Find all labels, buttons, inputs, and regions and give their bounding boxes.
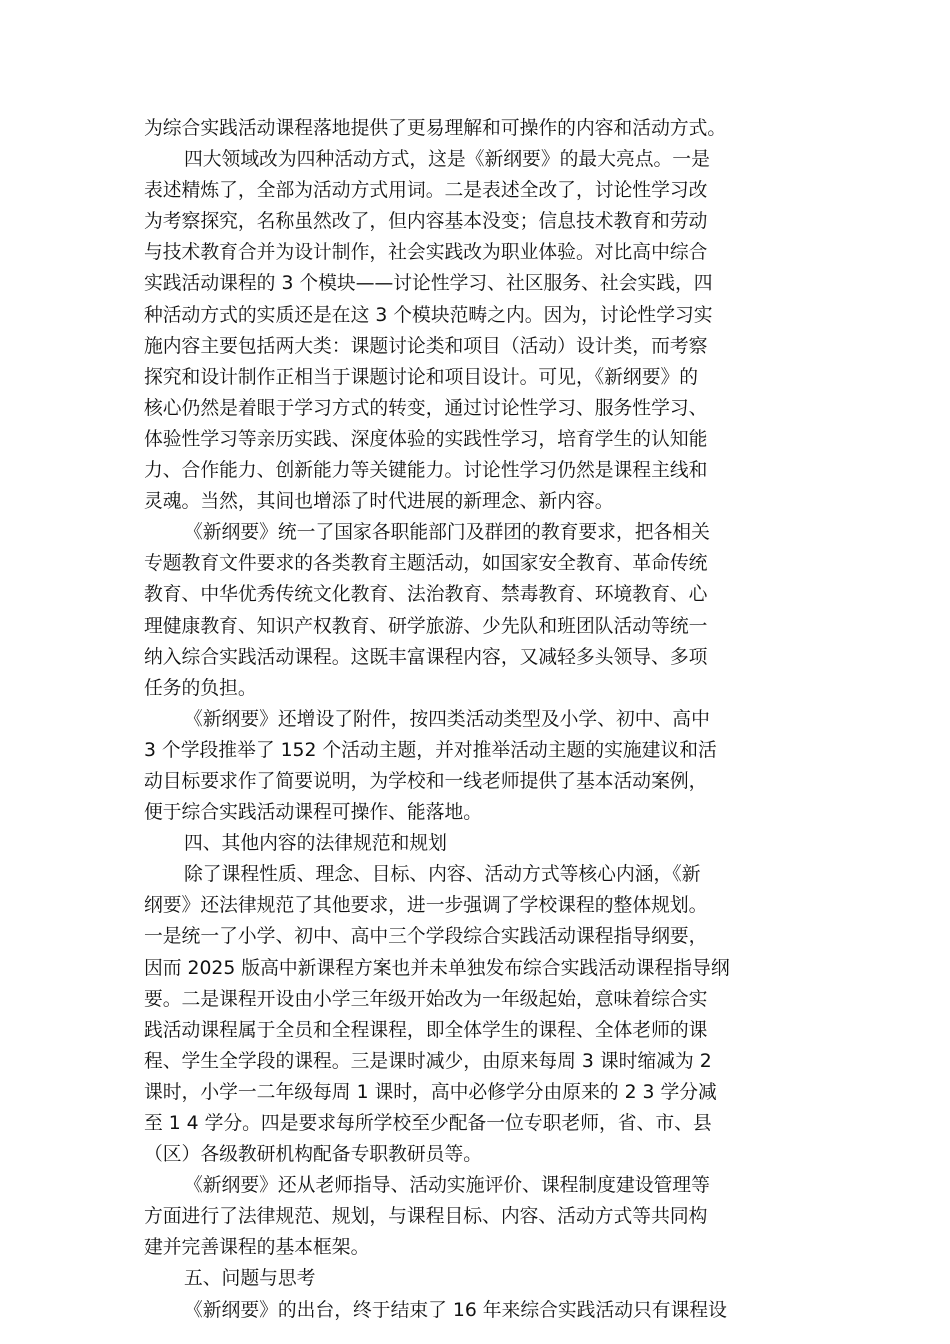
- text-line: 方面进行了法律规范、规划，与课程目标、内容、活动方式等共同构: [144, 1206, 708, 1228]
- text-line: 至 1 4 学分。四是要求每所学校至少配备一位专职老师，省、市、县: [144, 1113, 712, 1134]
- text-line: 纳入综合实践活动课程。这既丰富课程内容，又减轻多头领导、多项: [144, 646, 708, 668]
- text-line: 力、合作能力、创新能力等关键能力。讨论性学习仍然是课程主线和: [144, 460, 708, 482]
- text-line: 施内容主要包括两大类：课题讨论类和项目（活动）设计类，而考察: [144, 335, 708, 357]
- text-line: 教育、中华优秀传统文化教育、法治教育、禁毒教育、环境教育、心: [144, 584, 708, 606]
- text-line: 灵魂。当然，其间也增添了时代进展的新理念、新内容。: [144, 491, 614, 513]
- text-line: 纲要》还法律规范了其他要求，进一步强调了学校课程的整体规划。: [144, 895, 708, 917]
- text-line: 要。二是课程开设由小学三年级开始改为一年级起始，意味着综合实: [144, 988, 708, 1010]
- text-line: 《新纲要》还增设了附件，按四类活动类型及小学、初中、高中: [184, 708, 710, 730]
- text-line: （区）各级教研机构配备专职教研员等。: [144, 1144, 483, 1166]
- text-line: 《新纲要》的出台，终于结束了 16 年来综合实践活动只有课程设: [184, 1299, 727, 1321]
- text-line: 与技术教育合并为设计制作，社会实践改为职业体验。对比高中综合: [144, 242, 708, 264]
- text-line: 五、问题与思考: [184, 1268, 316, 1290]
- text-line: 任务的负担。: [144, 677, 257, 699]
- text-line: 四、其他内容的法律规范和规划: [184, 833, 447, 855]
- document-body: [144, 113, 810, 1326]
- text-line: 理健康教育、知识产权教育、研学旅游、少先队和班团队活动等统一: [144, 615, 708, 637]
- text-line: 程、学生全学段的课程。三是课时减少，由原来每周 3 课时缩减为 2: [144, 1050, 712, 1072]
- text-line: 动目标要求作了简要说明，为学校和一线老师提供了基本活动案例，: [144, 770, 708, 792]
- text-line: 一是统一了小学、初中、高中三个学段综合实践活动课程指导纲要，: [144, 926, 708, 948]
- text-line: 探究和设计制作正相当于课题讨论和项目设计。可见，《新纲要》的: [144, 366, 699, 388]
- text-line: 课时，小学一二年级每周 1 课时，高中必修学分由原来的 2 3 学分减: [144, 1081, 717, 1103]
- text-line: 实践活动课程的 3 个模块——讨论性学习、社区服务、社会实践，四: [144, 273, 713, 295]
- text-line: 为综合实践活动课程落地提供了更易理解和可操作的内容和活动方式。: [144, 118, 727, 139]
- text-line: 3 个学段推举了 152 个活动主题，并对推举活动主题的实施建议和活: [144, 739, 717, 761]
- text-line: 专题教育文件要求的各类教育主题活动，如国家安全教育、革命传统: [144, 553, 708, 575]
- text-line: 《新纲要》还从老师指导、活动实施评价、课程制度建设管理等: [184, 1175, 710, 1197]
- text-line: 便于综合实践活动课程可操作、能落地。: [144, 802, 483, 824]
- text-line: 四大领域改为四种活动方式，这是《新纲要》的最大亮点。一是: [184, 149, 710, 171]
- text-line: 体验性学习等亲历实践、深度体验的实践性学习，培育学生的认知能: [144, 428, 708, 450]
- text-line: 核心仍然是着眼于学习方式的转变，通过讨论性学习、服务性学习、: [144, 397, 708, 419]
- text-line: 建并完善课程的基本框架。: [144, 1237, 370, 1259]
- text-line: 种活动方式的实质还是在这 3 个模块范畴之内。因为，讨论性学习实: [144, 304, 713, 326]
- text-line: 《新纲要》统一了国家各职能部门及群团的教育要求，把各相关: [184, 522, 710, 544]
- text-line: 为考察探究，名称虽然改了，但内容基本没变；信息技术教育和劳动: [144, 211, 708, 233]
- text-line: 除了课程性质、理念、目标、内容、活动方式等核心内涵，《新: [184, 864, 701, 886]
- text-line: 因而 2025 版高中新课程方案也并未单独发布综合实践活动课程指导纲: [144, 957, 730, 979]
- text-line: 表述精炼了，全部为活动方式用词。二是表述全改了，讨论性学习改: [144, 180, 708, 202]
- text-line: 践活动课程属于全员和全程课程，即全体学生的课程、全体老师的课: [144, 1019, 708, 1041]
